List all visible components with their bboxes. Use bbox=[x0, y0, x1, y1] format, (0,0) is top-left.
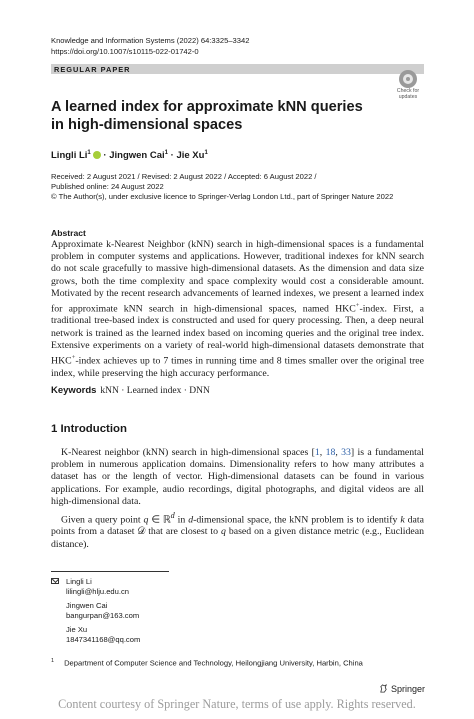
affiliation-text: Department of Computer Science and Technology, Heilongjiang University, Harbin, China bbox=[64, 658, 363, 668]
contact-name: Jie Xu bbox=[66, 625, 88, 634]
doi-link[interactable]: https://doi.org/10.1007/s10115-022-01742-0 bbox=[51, 46, 199, 56]
history-dates: Received: 2 August 2021 / Revised: 2 August 2022 / Accepted: 6 August 2022 / bbox=[51, 172, 317, 181]
section-heading-introduction: 1 Introduction bbox=[51, 423, 127, 435]
published-online-date: Published online: 24 August 2022 bbox=[51, 182, 164, 192]
keywords-label: Keywords bbox=[51, 385, 97, 396]
author-affiliation-mark: 1 bbox=[164, 150, 168, 156]
abstract-text: Approximate k-Nearest Neighbor (kNN) search in high-dimensional spaces is a fundamental problem in computer systems and applications. However, traditional indexes for kNN search do not scale gracefully to massive high-dimensional datasets. As the dimension and data size grows, both the time complexity and space complexity would cost a considerable amount. Motivated by the recent research advancements of learned indexes, we present a learned index for approximate kNN search in high-dimensional spaces, named HKC+-index. First, a traditional tree-based index is constructed and used for query processing. Then, a deep neural network is trained as the learned index based on incoming queries and the original tree index. Extensive experiments on a variety of real-world high-dimensional datasets demonstrate that HKC+-index achieves up to 7 times in running time and 8 times smaller over the original tree index, while preserving the high accuracy performance. bbox=[51, 239, 425, 379]
journal-citation: Knowledge and Information Systems (2022) 64:3325–3342 bbox=[51, 36, 250, 45]
author-separator: · bbox=[168, 150, 177, 162]
paper-title: A learned index for approximate kNN queries in high-dimensional spaces bbox=[51, 99, 363, 133]
contact-entry bbox=[66, 625, 140, 645]
contact-name: Lingli Li bbox=[66, 577, 92, 586]
envelope-icon bbox=[51, 578, 59, 584]
author-name[interactable]: Lingli Li bbox=[51, 150, 88, 162]
intro-paragraph-1: K-Nearest neighbor (kNN) search in high-dimensional spaces [1, 18, 33] is a fundamental problem in numerous application domains. Dimensionality refers to how many attributes a dataset has or the length of vector. High-dimensional datasets can be found in various applications. For example, audio recordings, digital photographs, and digital videos are all high-dimensional data. bbox=[51, 447, 424, 507]
courtesy-notice: Content courtesy of Springer Nature, terms of use apply. Rights reserved. bbox=[58, 697, 416, 711]
intro-paragraph-2: Given a query point q ∈ ℝ$^d$ in d-dimensional space, the kNN problem is to identify k data points from a dataset 𝒟 that are closest to q based on a given distance metric (e.g., Euclidean distance). bbox=[51, 511, 424, 550]
citation-link[interactable]: 18 bbox=[325, 447, 336, 458]
keywords-list: kNN · Learned index · DNN bbox=[100, 386, 210, 396]
contact-entry bbox=[66, 601, 139, 621]
publisher-logo[interactable] bbox=[379, 684, 425, 694]
article-type: REGULAR PAPER bbox=[54, 65, 131, 74]
check-for-updates-line1: Check for bbox=[396, 88, 420, 94]
contact-info bbox=[51, 577, 251, 647]
affiliation-mark: 1 bbox=[51, 658, 55, 664]
author-separator: · bbox=[100, 150, 110, 162]
author-name[interactable]: Jingwen Cai bbox=[109, 150, 165, 162]
check-for-updates-line2: updates bbox=[398, 94, 418, 100]
publication-dates bbox=[51, 172, 393, 203]
contact-email[interactable]: bangurpan@163.com bbox=[66, 611, 140, 620]
author-name[interactable]: Jie Xu bbox=[176, 150, 205, 162]
check-for-updates-badge[interactable] bbox=[392, 70, 424, 104]
copyright-notice: © The Author(s), under exclusive licence to Springer-Verlag London Ltd., part of Springer Nature 2022 bbox=[51, 192, 394, 202]
footnote-divider bbox=[51, 571, 169, 572]
check-for-updates-icon bbox=[399, 70, 417, 88]
contact-email[interactable]: 1847341168@qq.com bbox=[66, 635, 141, 644]
author-affiliation-mark: 1 bbox=[204, 150, 208, 156]
contact-email[interactable]: lilingli@hlju.edu.cn bbox=[66, 587, 130, 596]
springer-horse-icon bbox=[379, 684, 388, 693]
author-list bbox=[51, 147, 208, 162]
citation-link[interactable]: 1 bbox=[314, 447, 320, 458]
contact-name: Jingwen Cai bbox=[66, 601, 108, 610]
citation-link[interactable]: 33 bbox=[341, 447, 351, 458]
author-affiliation-mark: 1 bbox=[87, 150, 91, 156]
journal-info bbox=[51, 36, 249, 57]
abstract-heading: Abstract bbox=[51, 228, 86, 238]
contact-entry bbox=[66, 577, 129, 597]
publisher-name: Springer bbox=[391, 684, 426, 694]
affiliation bbox=[51, 658, 363, 668]
orcid-icon[interactable] bbox=[93, 151, 101, 159]
keywords bbox=[51, 385, 210, 396]
